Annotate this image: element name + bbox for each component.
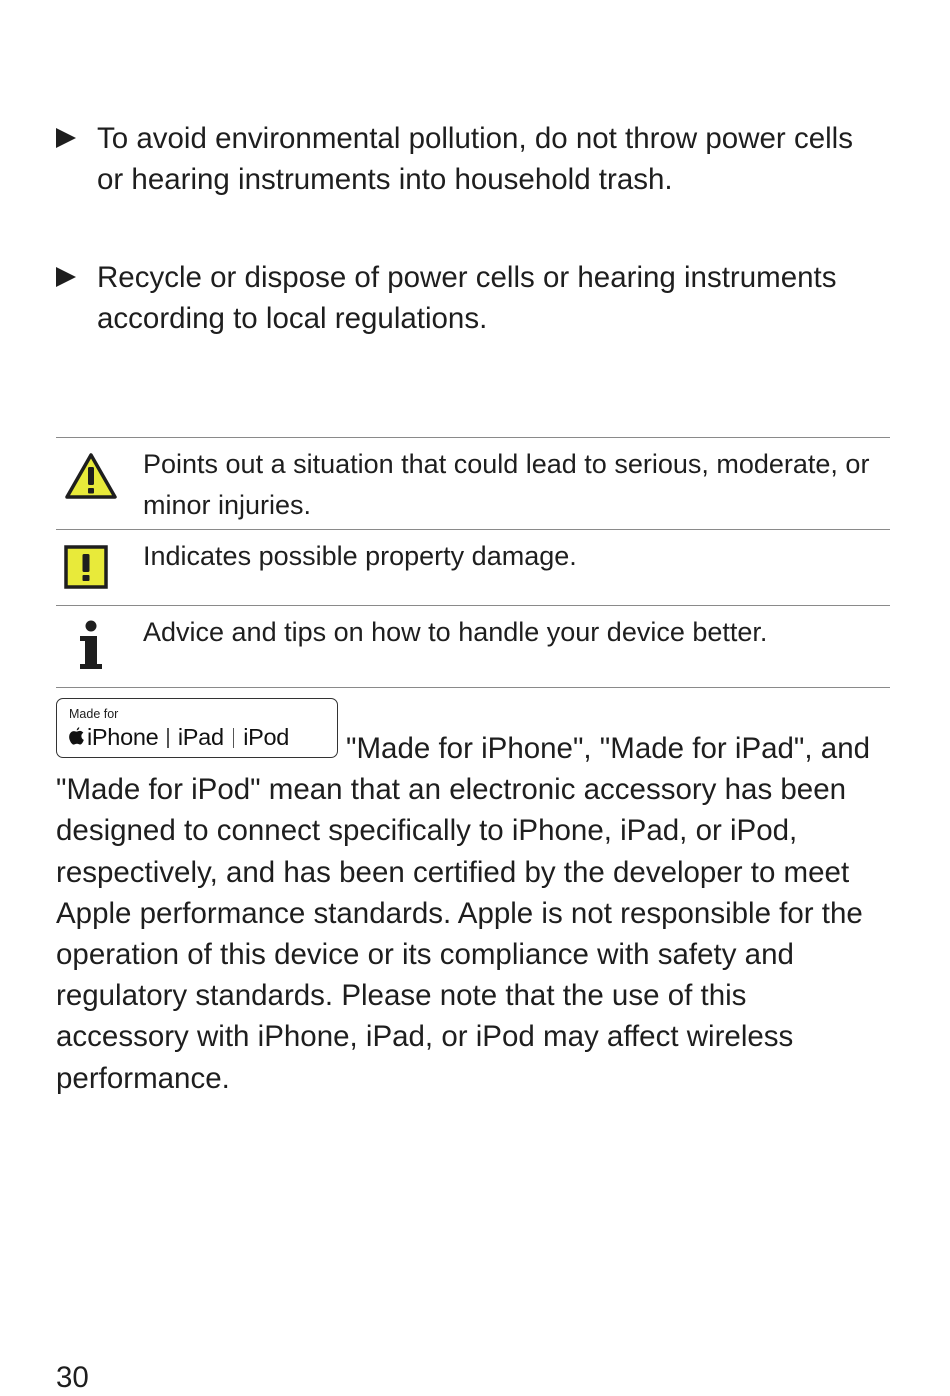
notice-square-icon [64,545,108,594]
badge-device-ipod: iPod [243,724,290,750]
symbol-description: Points out a situation that could lead to serious, moderate, or minor injuries. [143,449,870,520]
symbol-description: Advice and tips on how to handle your device better. [143,617,768,647]
badge-spacer [56,757,346,758]
warning-triangle-icon [64,452,118,505]
table-divider [56,437,890,438]
mfi-disclaimer-text: "Made for iPhone", "Made for iPad", and "Made for iPod" mean that an electronic accessory has been designed to connect specifically to iPhone, iPad, or iPod, respectively, and has been certified by the developer to meet Apple performance standards. Apple is not responsible for the operation of this device or its compliance with safety and regulatory standards. Please note that the use of this accessory with iPhone, iPad, or iPod may affect wireless performance. [56,732,871,1095]
symbol-description: Indicates possible property damage. [143,541,577,571]
instruction-text: Recycle or dispose of power cells or hearing instruments according to local regulations. [97,261,837,335]
info-icon [76,620,106,675]
bullet-arrow-icon [56,267,76,287]
table-divider [56,605,890,606]
instruction-text: To avoid environmental pollution, do not throw power cells or hearing instruments into household trash. [97,122,853,196]
badge-made-for-label: Made for [69,707,119,721]
table-divider [56,687,890,688]
mfi-disclaimer-paragraph [56,728,886,1099]
table-divider [56,529,890,530]
bullet-arrow-icon [56,128,76,148]
page-number: 30 [56,1361,89,1394]
badge-device-ipad: iPad [177,724,224,750]
badge-device-iphone: iPhone [87,724,159,750]
